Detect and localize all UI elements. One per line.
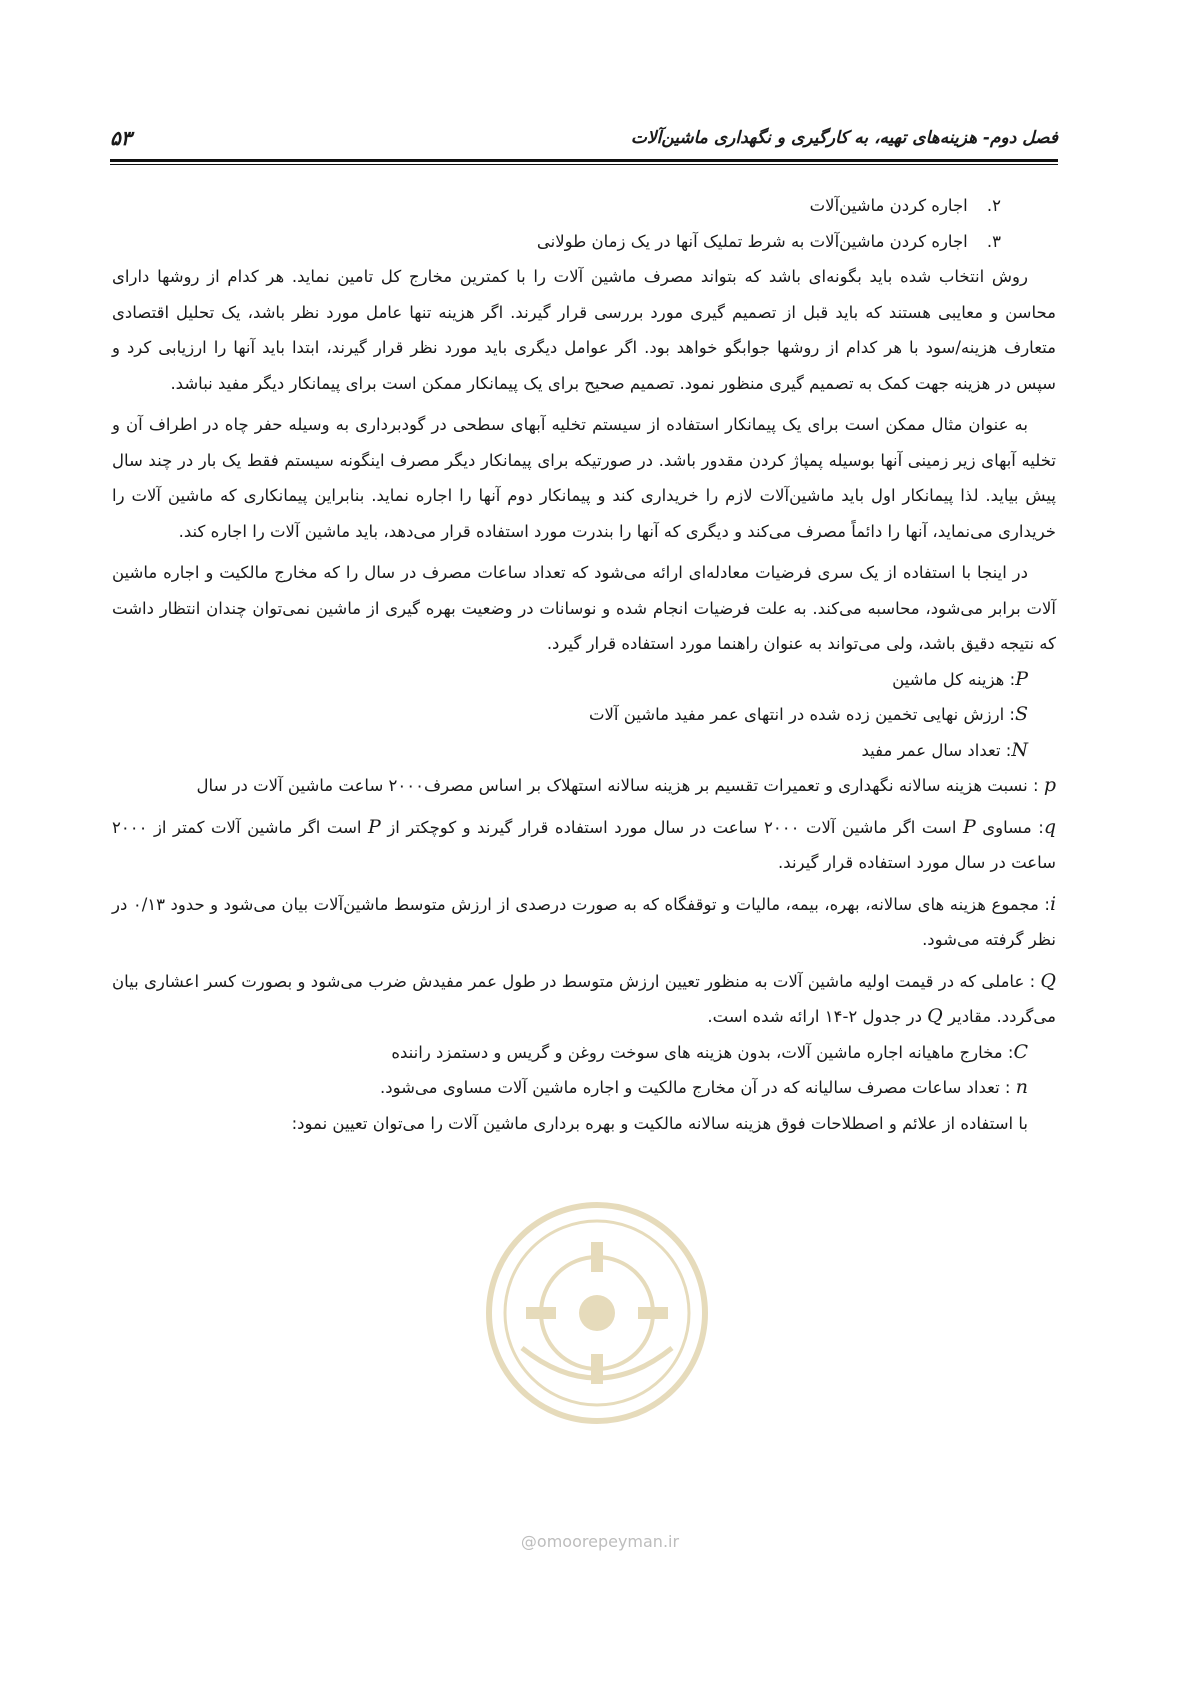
list-item [112,188,1056,224]
definition-n: n : تعداد ساعات مصرف سالیانه که در آن مخارج مالکیت و اجاره ماشین آلات مساوی می‌شود. [379,1076,1028,1098]
definition-text: نسبت هزینه سالانه نگهداری و تعمیرات تقسیم بر هزینه سالانه استهلاک بر اساس مصرف۲۰۰۰ ساعت ماشین آلات در سال [196,776,1028,795]
definition-S: S: ارزش نهایی تخمین زده شده در انتهای عمر مفید ماشین آلات [588,703,1028,725]
symbol: n [1015,1076,1028,1098]
symbol: C [1013,1040,1028,1063]
symbol: S [1014,703,1028,725]
symbol-inline: Q [927,1005,943,1027]
symbol: q [1043,815,1056,838]
paragraph: روش انتخاب شده باید بگونه‌ای باشد که بتواند مصرف ماشین آلات را با کمترین مخارج کل تامین نماید. هر کدام از روشها دارای محاسن و معایبی هستند که باید قبل از تصمیم گیری مورد بررسی قرار گیرند. اگر هزینه تنها عامل مورد نظر باشد، یک تحلیل اقتصادی متعارف هزینه/سود با هر کدام از روشها جوابگو خواهد بود. اگر عوامل دیگری باید مورد نظر قرار گیرند، ابتدا باید آنها را ارزیابی کرد و سپس در هزینه جهت کمک به تصمیم گیری منظور نمود. تصمیم صحیح برای یک پیمانکار ممکن است برای پیمانکار دیگر مفید نباشد. [112,267,1056,393]
symbol: Q [1040,969,1056,992]
definition-text: تعداد سال عمر مفید [861,740,1001,760]
definition-P: P: هزینه کل ماشین [892,667,1028,690]
definition-Q: Q : عاملی که در قیمت اولیه ماشین آلات به منظور تعیین ارزش متوسط در طول عمر مفیدش ضرب می‌شود و بصورت کسر اعشاری بیان می‌گردد. مقادیر Q در جدول ۲-۱۴ ارائه شده است. [112,969,1056,1027]
symbol-inline: P [368,815,381,838]
closing-sentence: با استفاده از علائم و اصطلاحات فوق هزینه سالانه مالکیت و بهره برداری ماشین آلات را می‌توان تعیین نمود: [291,1113,1028,1133]
definition-text: ارزش نهایی تخمین زده شده در انتهای عمر مفید ماشین آلات [588,705,1005,724]
definition-N: N: تعداد سال عمر مفید [861,738,1028,761]
list-item [112,224,1056,260]
definition-text: تعداد ساعات مصرف سالیانه که در آن مخارج مالکیت و اجاره ماشین آلات مساوی می‌شود. [379,1078,1000,1097]
page-header [110,128,1058,162]
symbol: N [1011,738,1028,761]
list-text: اجاره کردن ماشین‌آلات به شرط تملیک آنها در یک زمان طولانی [536,231,968,251]
definition-text: مخارج ماهیانه اجاره ماشین آلات، بدون هزینه های سوخت روغن و گریس و دستمزد راننده [391,1042,1003,1062]
definition-C: C: مخارج ماهیانه اجاره ماشین آلات، بدون هزینه های سوخت روغن و گریس و دستمزد راننده [391,1040,1028,1063]
paragraph: در اینجا با استفاده از یک سری فرضیات معادله‌ای ارائه می‌شود که تعداد ساعات مصرف در سال را که مخارج مالکیت و اجاره ماشین آلات برابر می‌شود، محاسبه می‌کند. به علت فرضیات انجام شده و نوسانات در وضعیت بهره گیری از ماشین نمی‌توان چندان انتظار داشت که نتیجه دقیق باشد، ولی می‌تواند به عنوان راهنما مورد استفاده قرار گیرد. [112,563,1056,653]
list-number: ۳. [986,231,1001,251]
header-rule-thin [110,164,1058,165]
definition-p: p : نسبت هزینه سالانه نگهداری و تعمیرات تقسیم بر هزینه سالانه استهلاک بر اساس مصرف۲۰۰۰ ساعت ماشین آلات در سال [196,774,1056,796]
watermark-url: @omoorepeyman.ir [520,1532,680,1551]
symbol: i [1049,892,1057,915]
definition-text: هزینه کل ماشین [892,669,1005,689]
page-number: ۵۳ [110,126,132,150]
watermark-seal-icon [482,1198,712,1428]
definition-text: مجموع هزینه های سالانه، بهره، بیمه، مالیات و توقفگاه که به صورت درصدی از ارزش متوسط ماشین‌آلات بیان می‌شود و حدود ۰/۱۳ در نظر گرفته می‌شود. [112,894,1056,949]
definition-q: q: مساوی P است اگر ماشین آلات ۲۰۰۰ ساعت در سال مورد استفاده قرار گیرند و کوچکتر از P است اگر ماشین آلات کمتر از ۲۰۰۰ ساعت در سال مورد استفاده قرار گیرند. [112,815,1056,872]
list-number: ۲. [986,196,1001,215]
page-body [112,188,1056,1141]
symbol: p [1043,774,1056,796]
definition-i: i: مجموع هزینه های سالانه، بهره، بیمه، مالیات و توقفگاه که به صورت درصدی از ارزش متوسط ماشین‌آلات بیان می‌شود و حدود ۰/۱۳ در نظر گرفته می‌شود. [112,892,1057,949]
header-rule [110,159,1058,162]
list-text: اجاره کردن ماشین‌آلات [809,196,968,215]
paragraph: به عنوان مثال ممکن است برای یک پیمانکار استفاده از سیستم تخلیه آبهای سطحی در گودبرداری به وسیله حفر چاه در اطراف آن و تخلیه آبهای زیر زمینی آنها بوسیله پمپاژ کردن مقدور باشد. در صورتیکه برای پیمانکار دیگر مصرف اینگونه سیستم فقط یک بار در چند سال پیش بیاید. لذا پیمانکار اول باید ماشین‌آلات لازم را خریداری کند و پیمانکار دوم آنها را اجاره نماید. بنابراین پیمانکاری که ماشین آلات را خریداری می‌نماید، آنها را دائماً مصرف می‌کند و دیگری که آنها را بندرت مورد استفاده قرار می‌دهد، باید ماشین آلات را اجاره کند. [112,415,1056,541]
symbol: P [1015,667,1028,690]
symbol-inline: P [962,815,976,838]
chapter-title: فصل دوم- هزینه‌های تهیه، به کارگیری و نگهداری ماشین‌آلات [630,128,1058,148]
